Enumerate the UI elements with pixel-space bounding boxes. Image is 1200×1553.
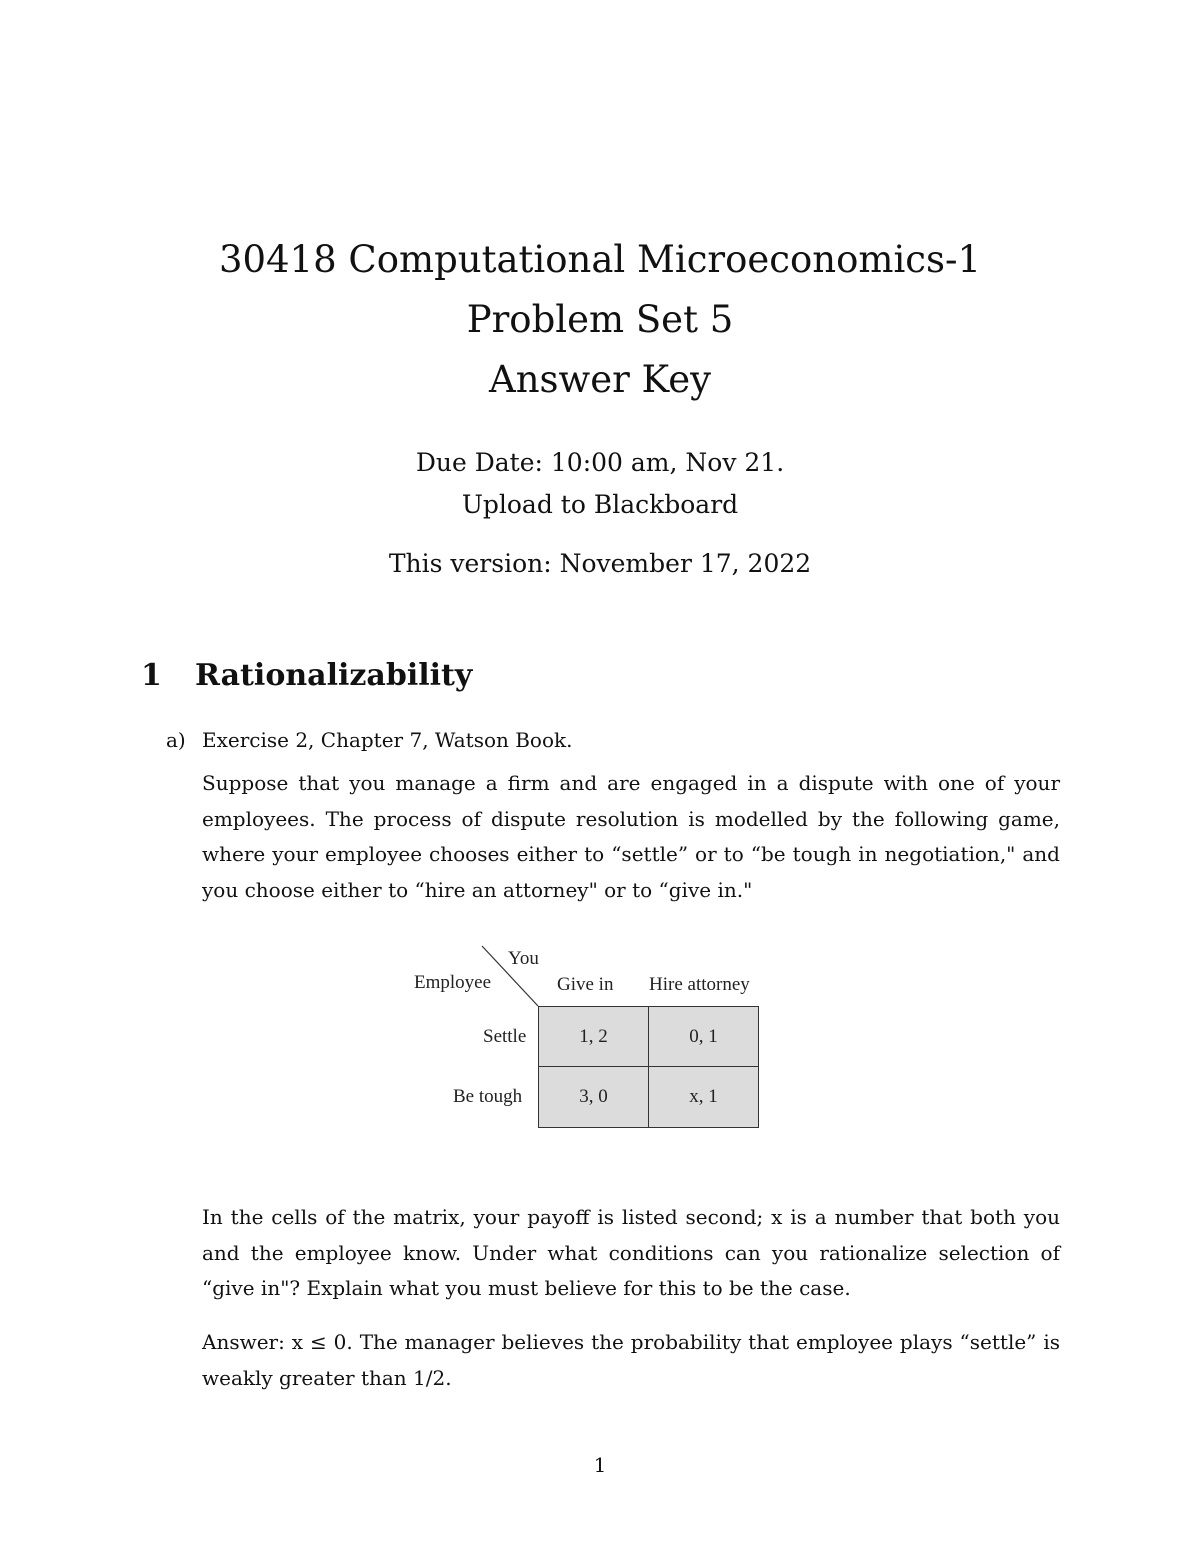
col-header-hire-attorney: Hire attorney bbox=[649, 974, 750, 995]
section-number: 1 bbox=[141, 658, 162, 693]
page-number: 1 bbox=[593, 1453, 607, 1477]
doc-answer-key: Answer Key bbox=[489, 358, 711, 401]
matrix-cell: 3, 0 bbox=[538, 1066, 649, 1128]
intro-paragraph: Suppose that you manage a firm and are engaged in a dispute with one of your employees. The process of dispute resolution is modelled by the following game, where your employee chooses either to “settle” or to “be tough in negotiation," and you choose either to “hire an attorney" or to “give in." bbox=[202, 771, 1060, 902]
matrix-cell: 0, 1 bbox=[648, 1006, 759, 1067]
section-title: Rationalizability bbox=[195, 658, 473, 693]
row-player-label: Employee bbox=[414, 972, 492, 993]
question-paragraph: In the cells of the matrix, your payoff is listed second; x is a number that both you and the employee know. Under what conditions can you rationalize selection of “give in"? Explain what you must believe for this to be the case. bbox=[202, 1205, 1060, 1300]
game-matrix bbox=[410, 940, 770, 1140]
col-header-give-in: Give in bbox=[557, 974, 614, 995]
upload-note: Upload to Blackboard bbox=[461, 490, 739, 519]
matrix-cell: 1, 2 bbox=[538, 1006, 649, 1067]
version-date: This version: November 17, 2022 bbox=[388, 549, 812, 578]
doc-title: 30418 Computational Microeconomics-1 bbox=[218, 238, 982, 281]
row-header-be-tough: Be tough bbox=[453, 1086, 523, 1107]
column-player-label: You bbox=[508, 948, 539, 969]
doc-subtitle: Problem Set 5 bbox=[466, 298, 734, 341]
due-date: Due Date: 10:00 am, Nov 21. bbox=[415, 448, 785, 477]
item-heading: Exercise 2, Chapter 7, Watson Book. bbox=[202, 728, 573, 752]
item-label: a) bbox=[166, 728, 186, 752]
row-header-settle: Settle bbox=[483, 1026, 527, 1047]
matrix-cell: x, 1 bbox=[648, 1066, 759, 1128]
answer-paragraph: Answer: x ≤ 0. The manager believes the probability that employee plays “settle” is weakly greater than 1/2. bbox=[202, 1330, 1060, 1390]
